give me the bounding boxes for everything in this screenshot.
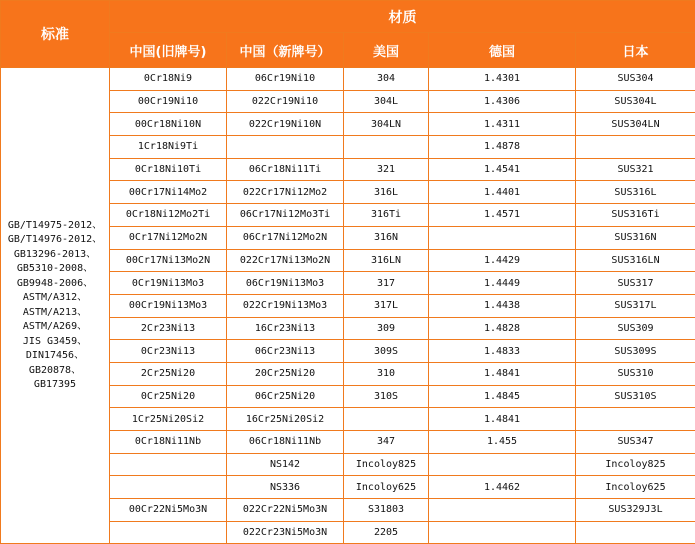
- standard-item: GB/T14975-2012、: [1, 219, 109, 234]
- cell-germany: 1.4449: [429, 272, 576, 295]
- cell-germany: 1.4301: [429, 68, 576, 91]
- cell-china-new: 022Cr19Ni10: [227, 90, 344, 113]
- cell-japan: SUS310S: [576, 385, 695, 408]
- cell-china-new: 20Cr25Ni20: [227, 362, 344, 385]
- cell-germany: 1.4841: [429, 362, 576, 385]
- cell-japan: SUS316L: [576, 181, 695, 204]
- cell-china-new: [227, 136, 344, 159]
- cell-china-new: 022Cr17Ni12Mo2: [227, 181, 344, 204]
- cell-china-old: 0Cr25Ni20: [110, 385, 227, 408]
- cell-germany: 1.4878: [429, 136, 576, 159]
- cell-germany: 1.4845: [429, 385, 576, 408]
- cell-china-new: NS336: [227, 476, 344, 499]
- table-row: [1, 68, 695, 91]
- cell-japan: SUS304L: [576, 90, 695, 113]
- cell-usa: [344, 136, 429, 159]
- header-china-old: 中国(旧牌号): [110, 33, 227, 68]
- cell-china-old: 1Cr25Ni20Si2: [110, 408, 227, 431]
- standard-item: GB17395: [1, 378, 109, 393]
- cell-japan: SUS317L: [576, 294, 695, 317]
- standard-item: GB/T14976-2012、: [1, 233, 109, 248]
- standard-item: GB9948-2006、: [1, 277, 109, 292]
- standard-item: JIS G3459、: [1, 335, 109, 350]
- cell-china-old: 0Cr18Ni10Ti: [110, 158, 227, 181]
- cell-china-old: 00Cr17Ni13Mo2N: [110, 249, 227, 272]
- cell-japan: Incoloy825: [576, 453, 695, 476]
- cell-usa: 347: [344, 431, 429, 454]
- cell-germany: [429, 453, 576, 476]
- standard-item: ASTM/A312、: [1, 291, 109, 306]
- cell-usa: 310S: [344, 385, 429, 408]
- cell-usa: Incoloy825: [344, 453, 429, 476]
- header-standard: 标准: [1, 1, 110, 68]
- cell-japan: SUS316N: [576, 226, 695, 249]
- cell-china-old: 2Cr23Ni13: [110, 317, 227, 340]
- cell-usa: 2205: [344, 521, 429, 544]
- cell-germany: 1.4841: [429, 408, 576, 431]
- cell-china-old: 00Cr18Ni10N: [110, 113, 227, 136]
- cell-china-new: 06Cr19Ni10: [227, 68, 344, 91]
- cell-china-old: 2Cr25Ni20: [110, 362, 227, 385]
- cell-usa: 316LN: [344, 249, 429, 272]
- cell-china-new: 06Cr23Ni13: [227, 340, 344, 363]
- cell-china-old: 1Cr18Ni9Ti: [110, 136, 227, 159]
- header-material: 材质: [110, 1, 695, 33]
- cell-china-new: 06Cr19Ni13Mo3: [227, 272, 344, 295]
- cell-germany: 1.4306: [429, 90, 576, 113]
- cell-germany: 1.4311: [429, 113, 576, 136]
- cell-china-new: 06Cr17Ni12Mo3Ti: [227, 204, 344, 227]
- cell-usa: 309S: [344, 340, 429, 363]
- cell-china-old: 0Cr18Ni11Nb: [110, 431, 227, 454]
- cell-china-new: 06Cr18Ni11Nb: [227, 431, 344, 454]
- cell-japan: SUS316LN: [576, 249, 695, 272]
- cell-china-old: [110, 476, 227, 499]
- cell-usa: 309: [344, 317, 429, 340]
- cell-japan: SUS317: [576, 272, 695, 295]
- cell-germany: 1.4828: [429, 317, 576, 340]
- cell-germany: [429, 521, 576, 544]
- cell-usa: S31803: [344, 499, 429, 522]
- cell-usa: 316Ti: [344, 204, 429, 227]
- cell-japan: SUS347: [576, 431, 695, 454]
- cell-japan: SUS329J3L: [576, 499, 695, 522]
- header-usa: 美国: [344, 33, 429, 68]
- cell-china-old: 0Cr18Ni9: [110, 68, 227, 91]
- cell-usa: 316L: [344, 181, 429, 204]
- cell-germany: 1.4571: [429, 204, 576, 227]
- standard-item: DIN17456、: [1, 349, 109, 364]
- cell-germany: 1.4462: [429, 476, 576, 499]
- cell-japan: [576, 408, 695, 431]
- standard-item: GB13296-2013、: [1, 248, 109, 263]
- cell-china-old: 0Cr17Ni12Mo2N: [110, 226, 227, 249]
- cell-japan: SUS316Ti: [576, 204, 695, 227]
- cell-germany: 1.4438: [429, 294, 576, 317]
- cell-china-old: 00Cr22Ni5Mo3N: [110, 499, 227, 522]
- cell-japan: SUS309S: [576, 340, 695, 363]
- header-germany: 德国: [429, 33, 576, 68]
- cell-japan: SUS310: [576, 362, 695, 385]
- cell-usa: 316N: [344, 226, 429, 249]
- cell-germany: 1.4401: [429, 181, 576, 204]
- cell-germany: 1.455: [429, 431, 576, 454]
- cell-japan: SUS309: [576, 317, 695, 340]
- cell-germany: [429, 499, 576, 522]
- cell-usa: 310: [344, 362, 429, 385]
- cell-china-new: 022Cr19Ni13Mo3: [227, 294, 344, 317]
- cell-japan: SUS321: [576, 158, 695, 181]
- cell-usa: 317L: [344, 294, 429, 317]
- cell-germany: 1.4541: [429, 158, 576, 181]
- header-japan: 日本: [576, 33, 695, 68]
- standards-cell: [1, 68, 110, 544]
- cell-usa: [344, 408, 429, 431]
- cell-china-old: [110, 521, 227, 544]
- cell-china-old: 00Cr19Ni10: [110, 90, 227, 113]
- cell-china-new: 16Cr23Ni13: [227, 317, 344, 340]
- cell-japan: [576, 521, 695, 544]
- cell-usa: 304L: [344, 90, 429, 113]
- cell-china-new: NS142: [227, 453, 344, 476]
- cell-china-old: 0Cr23Ni13: [110, 340, 227, 363]
- cell-china-new: 06Cr25Ni20: [227, 385, 344, 408]
- cell-china-old: 00Cr17Ni14Mo2: [110, 181, 227, 204]
- cell-china-new: 06Cr17Ni12Mo2N: [227, 226, 344, 249]
- cell-usa: 321: [344, 158, 429, 181]
- cell-usa: 304: [344, 68, 429, 91]
- cell-china-new: 022Cr19Ni10N: [227, 113, 344, 136]
- cell-china-old: 0Cr18Ni12Mo2Ti: [110, 204, 227, 227]
- cell-germany: 1.4429: [429, 249, 576, 272]
- cell-japan: Incoloy625: [576, 476, 695, 499]
- cell-usa: 304LN: [344, 113, 429, 136]
- cell-china-new: 022Cr23Ni5Mo3N: [227, 521, 344, 544]
- standard-item: GB5310-2008、: [1, 262, 109, 277]
- cell-japan: [576, 136, 695, 159]
- cell-china-old: 00Cr19Ni13Mo3: [110, 294, 227, 317]
- cell-china-new: 06Cr18Ni11Ti: [227, 158, 344, 181]
- cell-china-new: 16Cr25Ni20Si2: [227, 408, 344, 431]
- header-china-new: 中国（新牌号）: [227, 33, 344, 68]
- standard-item: ASTM/A269、: [1, 320, 109, 335]
- cell-usa: Incoloy625: [344, 476, 429, 499]
- cell-china-new: 022Cr22Ni5Mo3N: [227, 499, 344, 522]
- cell-china-old: [110, 453, 227, 476]
- cell-china-new: 022Cr17Ni13Mo2N: [227, 249, 344, 272]
- cell-usa: 317: [344, 272, 429, 295]
- table-body: [1, 68, 695, 544]
- cell-china-old: 0Cr19Ni13Mo3: [110, 272, 227, 295]
- standard-item: ASTM/A213、: [1, 306, 109, 321]
- standard-item: GB20878、: [1, 364, 109, 379]
- cell-japan: SUS304: [576, 68, 695, 91]
- cell-germany: 1.4833: [429, 340, 576, 363]
- cell-germany: [429, 226, 576, 249]
- cell-japan: SUS304LN: [576, 113, 695, 136]
